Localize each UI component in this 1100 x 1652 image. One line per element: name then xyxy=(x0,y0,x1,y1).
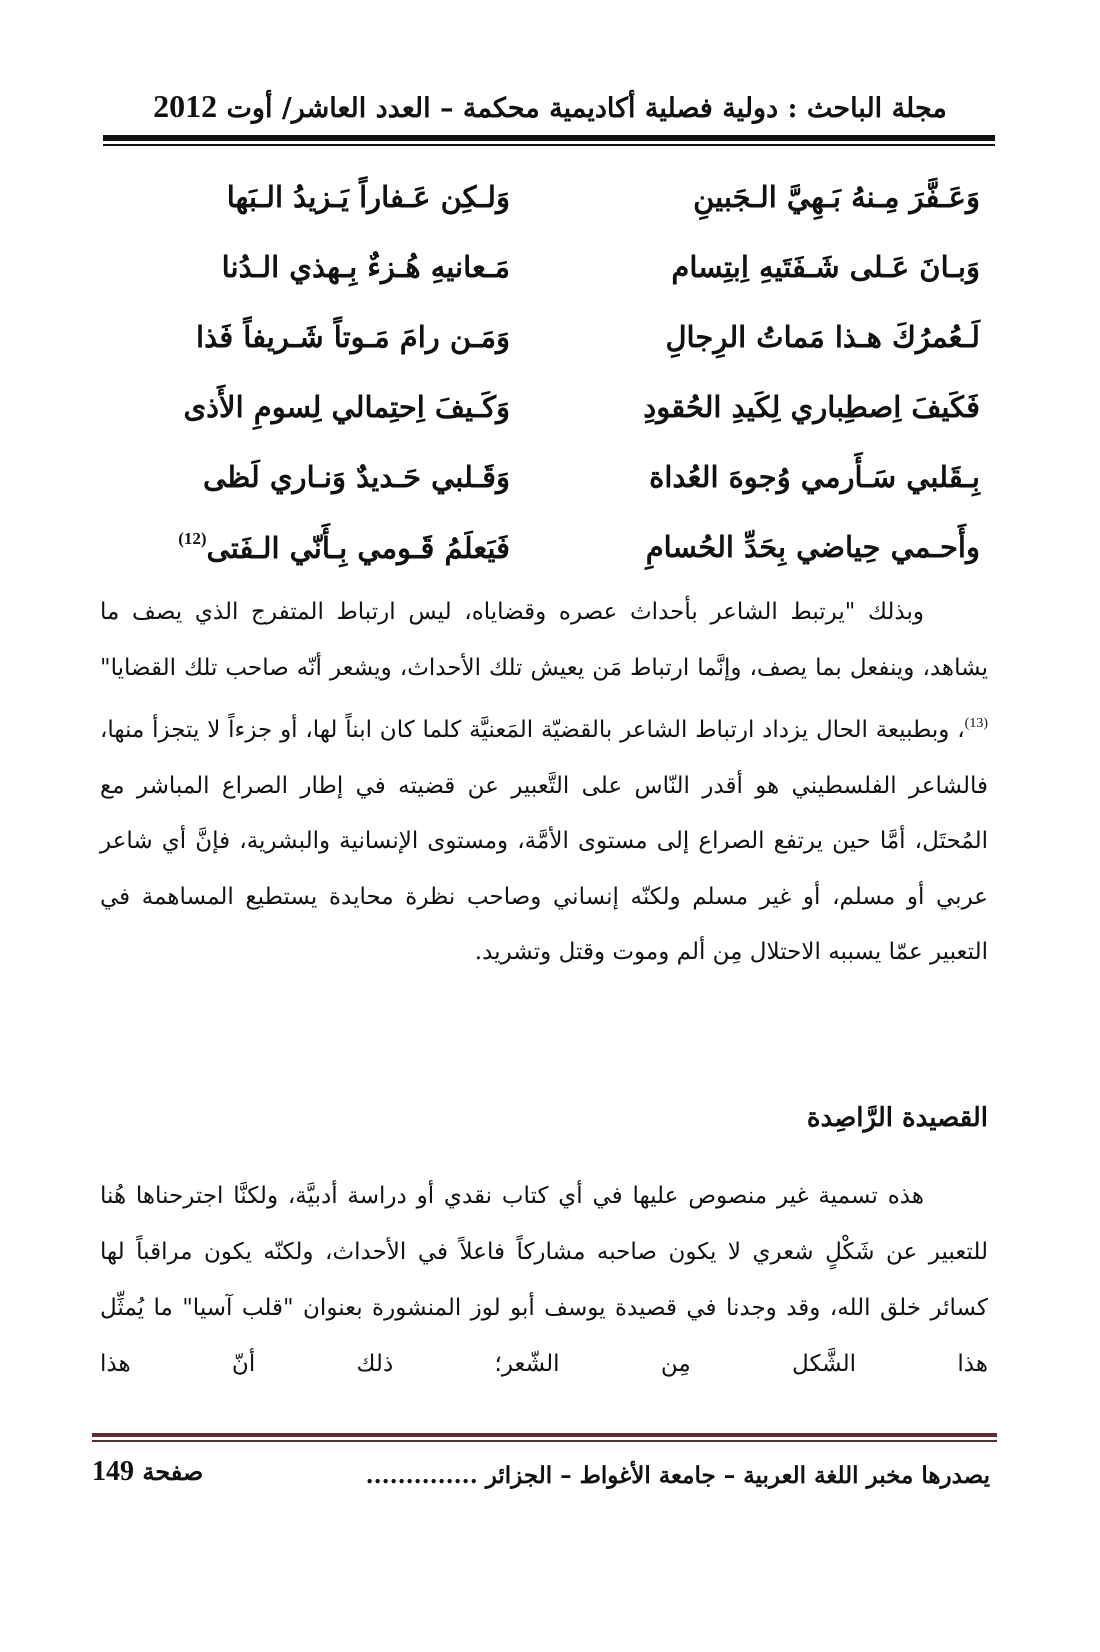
footer-rule-thin xyxy=(92,1440,997,1442)
footnote-ref-12[interactable]: (12) xyxy=(178,529,207,548)
journal-header xyxy=(100,86,1000,129)
verse-second-hemistich xyxy=(110,320,510,354)
paragraph xyxy=(100,585,988,981)
hemistich-text: وَلـكِن عَـفاراً يَـزيدُ الـبَها xyxy=(226,180,510,214)
poem-verse xyxy=(110,232,990,302)
paragraph: هذه تسمية غير منصوص عليها في أي كتاب نقدي أو دراسة أدبيَّة، ولكنَّا اجترحناها هُنا للتعبير عن شَكْلٍ شعري لا يكون صاحبه مشاركاً فاعلاً في الأحداث، ولكنّه يكون مراقباً لها كسائر خلق الله، وقد وجدنا في قصيدة يوسف أبو لوز المنشورة بعنوان "قلب آسيا" ما يُمثِّل هذا الشَّكل مِن الشّعر؛ ذلك أنّ هذا xyxy=(100,1183,988,1377)
verse-first-hemistich: بِـقَلبي سَـأَرمي وُجوهَ العُداة xyxy=(649,460,980,494)
verse-first-hemistich: لَـعُمرُكَ هـذا مَماتُ الرِجالِ xyxy=(665,320,980,354)
page-label: صفحة xyxy=(142,1457,204,1486)
hemistich-text: وَكَـيفَ اِحتِمالي لِسومِ الأَذى xyxy=(183,390,510,424)
hemistich-text: مَـعانيهِ هُـزءٌ بِـهذي الـدُنا xyxy=(221,250,510,284)
body-paragraph-1 xyxy=(100,585,988,981)
hemistich-text: وَقَـلبي حَـديدٌ وَنـاري لَظى xyxy=(202,460,510,494)
section-heading: القصيدة الرَّاصِدة xyxy=(806,1103,988,1133)
verse-second-hemistich xyxy=(110,250,510,284)
poem-block xyxy=(110,162,990,582)
verse-first-hemistich: وَبـانَ عَـلى شَـفَتَيهِ اِبتِسام xyxy=(671,250,980,284)
header-rule xyxy=(103,135,995,141)
hemistich-text: وَمَـن رامَ مَـوتاً شَـريفاً فَذا xyxy=(196,320,510,354)
poem-verse xyxy=(110,512,990,582)
page-number-block xyxy=(92,1454,203,1490)
verse-second-hemistich xyxy=(110,180,510,214)
verse-second-hemistich xyxy=(110,460,510,494)
verse-first-hemistich: وَعَـفَّرَ مِـنهُ بَـهِيَّ الـجَبينِ xyxy=(693,180,980,214)
journal-title: مجلة الباحث : دولية فصلية أكاديمية محكمة – العدد العاشر/ أوت xyxy=(226,93,947,124)
poem-verse xyxy=(110,372,990,442)
publisher-line: يصدرها مخبر اللغة العربية – جامعة الأغواط – الجزائر .............. xyxy=(365,1462,990,1489)
verse-second-hemistich xyxy=(110,529,510,565)
verse-second-hemistich xyxy=(110,390,510,424)
paragraph-text-b: ، وبطبيعة الحال يزداد ارتباط الشاعر بالقضيّة المَعنيَّة كلما كان ابناً لها، أو جزءاً لا يتجزأ منها، فالشاعر الفلسطيني هو أقدر النّاس على التَّعبير عن قضيته في إطار الصراع المباشر مع المُحتَل، أمَّا حين يرتفع الصراع إلى مستوى الأمَّة، ومستوى الإنسانية والبشرية، فإنَّ أي شاعر عربي أو مسلم، أو غير مسلم ولكنّه إنساني وصاحب نظرة محايدة يستطيع المساهمة في التعبير عمّا يسببه الاحتلال مِن ألم وموت وقتل وتشريد. xyxy=(100,717,988,965)
poem-verse xyxy=(110,162,990,232)
paragraph-text-a: وبذلك "يرتبط الشاعر بأحداث عصره وقضاياه، ليس ارتباط المتفرج الذي يصف ما يشاهد، وينفعل بما يصف، وإنَّما ارتباط مَن يعيش تلك الأحداث، ويشعر أنّه صاحب تلك القضايا" xyxy=(100,599,988,681)
poem-verse xyxy=(110,302,990,372)
page-number: 149 xyxy=(92,1456,134,1487)
footer-rule xyxy=(92,1433,997,1437)
footnote-ref-13[interactable]: (13) xyxy=(964,716,988,731)
body-paragraph-2 xyxy=(100,1168,988,1392)
poem-verse xyxy=(110,442,990,512)
header-rule-thin xyxy=(103,144,995,146)
verse-first-hemistich: وأَحـمي حِياضي بِحَدِّ الحُسامِ xyxy=(645,530,980,564)
verse-first-hemistich: فَكَيفَ اِصطِباري لِكَيدِ الحُقودِ xyxy=(643,390,980,424)
journal-year: 2012 xyxy=(153,88,218,124)
hemistich-text: فَيَعلَمُ قَـومي بِـأَنّي الـفَتى xyxy=(206,531,510,565)
